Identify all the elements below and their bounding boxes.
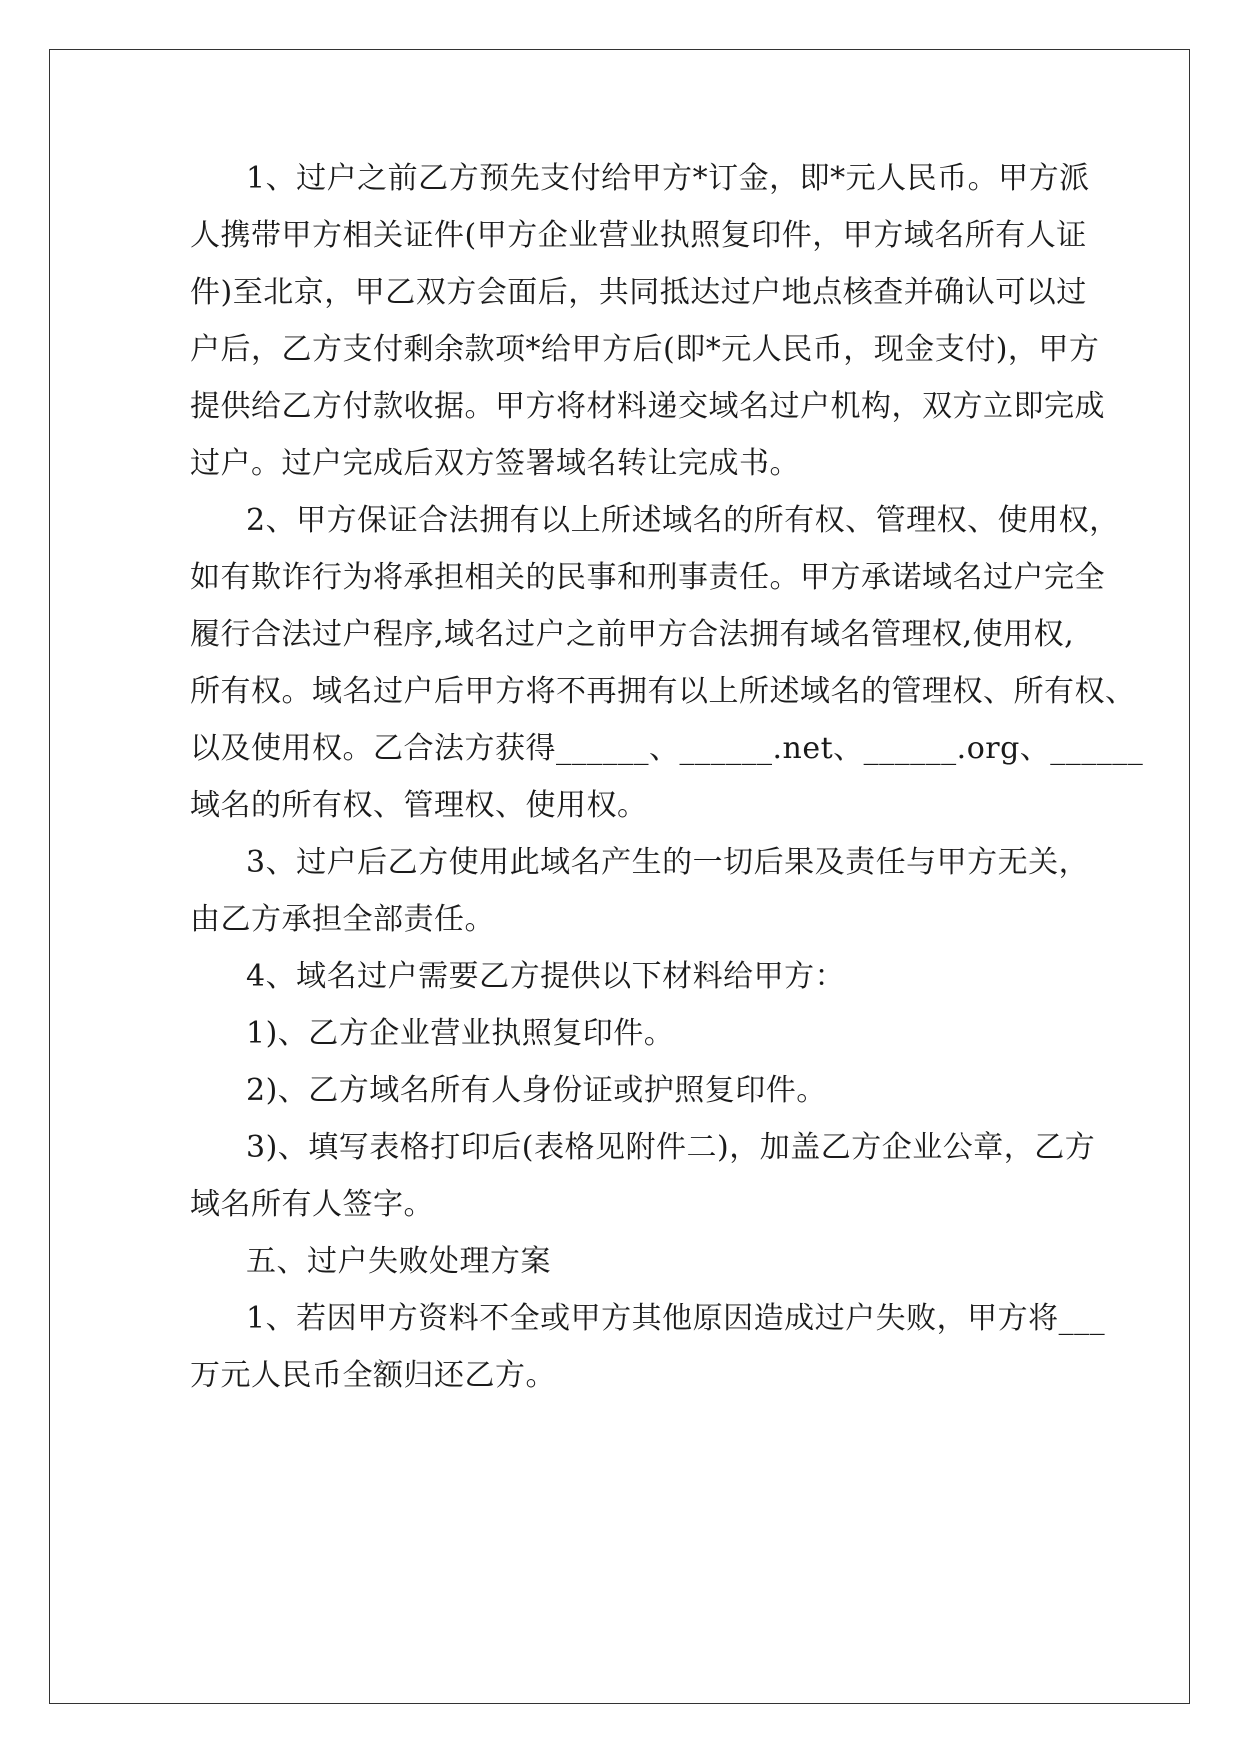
text-line: 户后，乙方支付剩余款项*给甲方后(即*元人民币，现金支付)，甲方 [190, 332, 1100, 367]
text-line: 1、过户之前乙方预先支付给甲方*订金，即*元人民币。甲方派 [246, 161, 1090, 196]
text-line: 履行合法过户程序,域名过户之前甲方合法拥有域名管理权,使用权, [190, 617, 1075, 652]
section-heading: 五、过户失败处理方案 [246, 1244, 551, 1279]
text-line: 3、过户后乙方使用此域名产生的一切后果及责任与甲方无关， [246, 845, 1090, 880]
text-line: 3)、填写表格打印后(表格见附件二)，加盖乙方企业公章，乙方 [246, 1130, 1096, 1165]
text-line: 如有欺诈行为将承担相关的民事和刑事责任。甲方承诺域名过户完全 [190, 560, 1105, 595]
text-line: 域名的所有权、管理权、使用权。 [190, 788, 648, 823]
text-line: 域名所有人签字。 [190, 1187, 434, 1222]
text-line: 人携带甲方相关证件(甲方企业营业执照复印件，甲方域名所有人证 [190, 218, 1087, 253]
text-line: 件)至北京，甲乙双方会面后，共同抵达过户地点核查并确认可以过 [190, 275, 1087, 310]
text-line: 2、甲方保证合法拥有以上所述域名的所有权、管理权、使用权， [246, 503, 1120, 538]
text-line: 万元人民币全额归还乙方。 [190, 1358, 556, 1393]
text-line: 1、若因甲方资料不全或甲方其他原因造成过户失败，甲方将___ [246, 1301, 1106, 1336]
text-line: 4、域名过户需要乙方提供以下材料给甲方： [246, 959, 846, 994]
text-line: 提供给乙方付款收据。甲方将材料递交域名过户机构，双方立即完成 [190, 389, 1105, 424]
text-line: 1)、乙方企业营业执照复印件。 [246, 1016, 675, 1051]
document-body [190, 150, 1144, 1404]
text-line: 所有权。域名过户后甲方将不再拥有以上所述域名的管理权、所有权、 [190, 674, 1136, 709]
text-line: 由乙方承担全部责任。 [190, 902, 495, 937]
text-line: 以及使用权。乙合法方获得______、______.net、______.org、______ [190, 731, 1144, 766]
text-line: 过户。过户完成后双方签署域名转让完成书。 [190, 446, 800, 481]
text-line: 2)、乙方域名所有人身份证或护照复印件。 [246, 1073, 827, 1108]
